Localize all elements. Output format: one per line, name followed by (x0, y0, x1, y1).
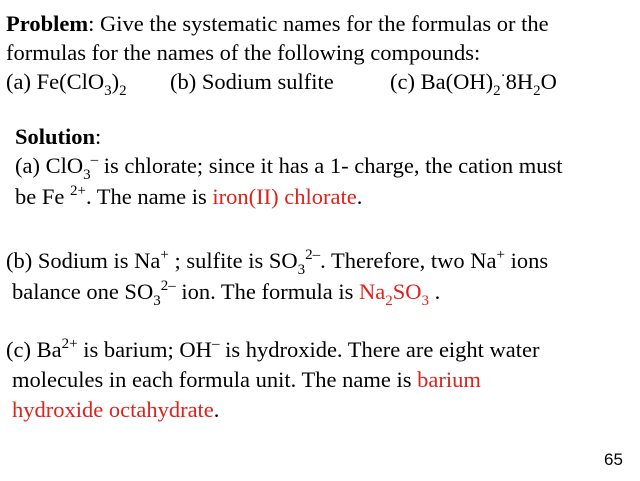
problem-item-a: (a) $Fe(ClO_3)_2$ (6, 69, 127, 99)
answer-c-part-1: barium (417, 367, 481, 392)
solution-heading: Solution: (15, 124, 102, 149)
page-number: 65 (604, 450, 623, 469)
problem-text-1: : Give the systematic names for the formulas or the (88, 11, 549, 36)
solution-label: Solution (15, 124, 96, 149)
problem-item-b: (b) Sodium sulfite (170, 69, 334, 94)
solution-b-line-1: (b) Sodium is Na+ ; sulfite is $SO_3^{2-}$. Therefore, two Na+ ions (6, 247, 549, 278)
problem-item-c: (c) $Ba(OH)_2^\cdot 8H_2O$ (390, 68, 557, 99)
solution-a-line-1: (a) ClO$_3$– is chlorate; since it has a 1- charge, the cation must (15, 152, 563, 183)
solution-c-line-2: molecules in each formula unit. The name is barium (12, 367, 481, 392)
problem-label: Problem (6, 11, 89, 36)
answer-c-part-2: hydroxide octahydrate (12, 397, 214, 422)
solution-b-line-2: balance one $SO_3^{2-}$ ion. The formula is $Na_2SO_3$ . (12, 278, 441, 309)
solution-c-line-3: hydroxide octahydrate. (12, 397, 220, 422)
problem-line-1 (6, 11, 549, 37)
problem-line-3 (6, 69, 127, 99)
solution-c-line-1: (c) $Ba^{2+}$ is barium; OH– is hydroxide. There are eight water (6, 336, 540, 362)
answer-b: $Na_2SO_3$ (359, 279, 430, 309)
problem-text-2: formulas for the names of the following compounds: (6, 40, 481, 65)
solution-a-line-2: be Fe $^{2+}$. The name is iron(II) chlorate. (15, 183, 363, 209)
problem-line-2 (6, 40, 480, 66)
answer-a: iron(II) chlorate (212, 184, 357, 209)
